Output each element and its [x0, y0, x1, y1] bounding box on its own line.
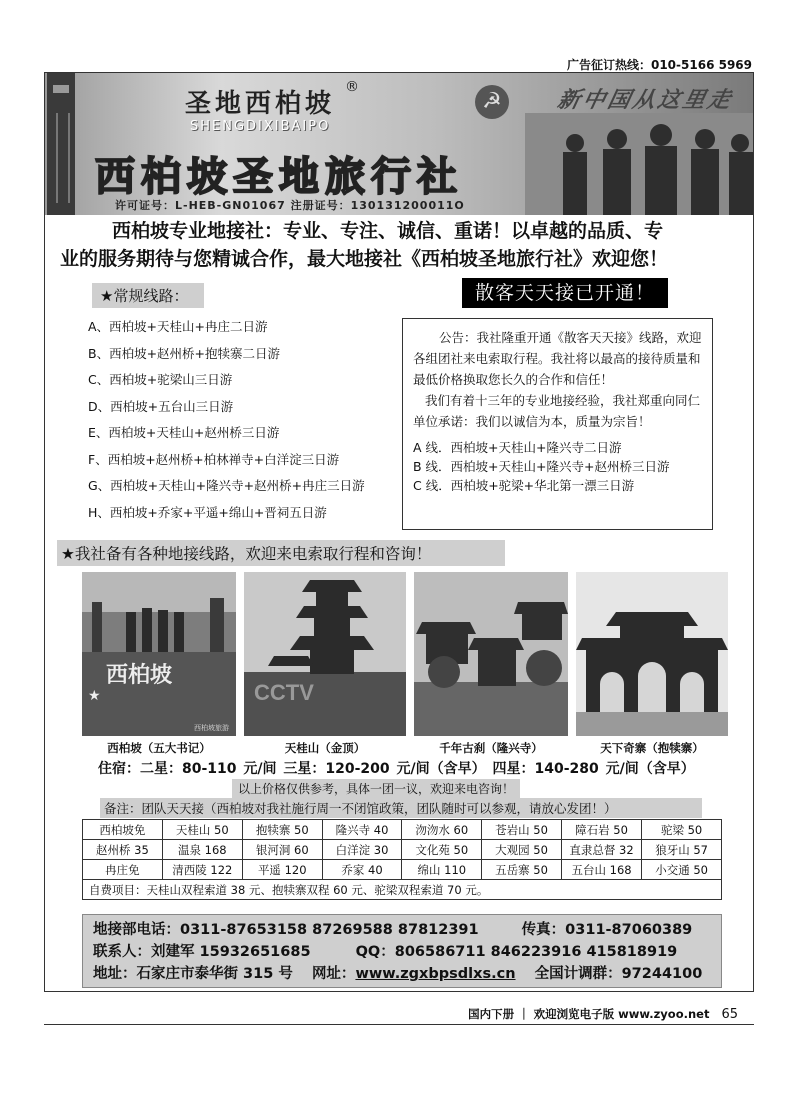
notice-line: C 线．西柏坡+驼梁+华北第一漂三日游 [413, 478, 635, 493]
table-cell: 狼牙山 57 [642, 840, 722, 860]
intro-text [60, 217, 750, 273]
ticket-price-table [82, 819, 722, 900]
fax-number: 0311-87060389 [565, 922, 693, 938]
address: 石家庄市泰华街 315 号 [136, 966, 293, 982]
notice-paragraph-2: 我们有着十三年的专业地接经验，我社郑重向同仁单位承诺：我们以诚信为本，质量为宗旨！ [413, 393, 701, 429]
photo-tianguishan [244, 572, 406, 736]
contact-row-phone [93, 919, 711, 941]
notice-paragraph-1: 公告：我社隆重开通《散客天天接》线路，欢迎各组团社来电索取行程。我社将以最高的接待质量和最低价格换取您长久的合作和信任！ [413, 330, 702, 387]
photo-credit: 西柏坡旅游 [194, 724, 229, 732]
contact-row-person [93, 941, 711, 963]
photo-xibaipo [82, 572, 236, 736]
agency-name: 西柏坡圣地旅行社 [95, 153, 463, 200]
intro-line-2: 业的服务期待与您精诚合作，最大地接社《西柏坡圣地旅行社》欢迎您！ [60, 248, 669, 270]
photo-caption: 西柏坡（五大书记） [107, 741, 211, 755]
notice-box [402, 318, 713, 530]
table-row [83, 880, 722, 900]
xibaipo-sign: 西柏坡 [106, 662, 173, 688]
table-cell: 冉庄免 [83, 860, 163, 880]
table-cell: 隆兴寺 40 [322, 820, 402, 840]
remark: 备注：团队天天接（西柏坡对我社施行周一不闭馆政策，团队随时可以参观，请放心发团！） [100, 798, 702, 818]
table-cell: 直隶总督 32 [561, 840, 641, 860]
website-label: 网址： [311, 966, 356, 982]
table-cell: 五岳寨 50 [482, 860, 562, 880]
table-cell: 文化苑 50 [402, 840, 482, 860]
route-item: B、西柏坡+赵州桥+抱犊寨二日游 [88, 345, 281, 361]
table-row [83, 860, 722, 880]
regular-routes-heading: ★常规线路： [92, 283, 204, 308]
route-item: H、西柏坡+乔家+平遥+绵山+晋祠五日游 [88, 504, 327, 520]
website-link[interactable]: www.zgxbpsdlxs.cn [355, 966, 516, 982]
route-item: E、西柏坡+天桂山+赵州桥三日游 [88, 425, 280, 440]
calligraphy-slogan: 新中国从这里走来 [555, 87, 736, 113]
contact-person-label: 联系人： [93, 944, 151, 960]
table-cell: 白洋淀 30 [322, 840, 402, 860]
footer-rule [44, 1024, 754, 1025]
price-note: 以上价格仅供参考，具体一团一议，欢迎来电咨询！ [232, 779, 520, 798]
route-item: A、西柏坡+天桂山+冉庄二日游 [88, 319, 268, 334]
qq-label: QQ： [355, 944, 395, 960]
route-list [88, 314, 365, 526]
dispatch-phone-label: 地接部电话： [93, 922, 180, 938]
table-cell: 小交通 50 [642, 860, 722, 880]
table-row [83, 820, 722, 840]
page-footer [468, 1006, 738, 1022]
photo-caption: 千年古刹（隆兴寺） [439, 741, 543, 755]
route-item: D、西柏坡+五台山三日游 [88, 398, 234, 414]
daily-service-banner: 散客天天接已开通！ [462, 278, 668, 308]
intro-line-1: 西柏坡专业地接社：专业、专注、诚信、重诺！以卓越的品质、专 [112, 220, 664, 242]
photo-caption: 天桂山（金顶） [284, 741, 366, 755]
agency-banner [45, 73, 753, 215]
footer-text: 国内下册 ｜ 欢迎浏览电子版 www.zyoo.net [468, 1007, 710, 1021]
statues-image [525, 113, 753, 215]
logo-pinyin: SHENGDIXIBAIPO [190, 119, 331, 134]
table-cell: 障石岩 50 [561, 820, 641, 840]
table-cell: 乔家 40 [322, 860, 402, 880]
contact-row-address [93, 963, 711, 985]
registered-mark: ® [345, 79, 359, 95]
tower-silhouette [47, 73, 75, 215]
table-cell: 天桂山 50 [162, 820, 242, 840]
network-heading: ★我社备有各种地接线路，欢迎来电索取行程和咨询！ [57, 540, 505, 566]
table-cell: 清西陵 122 [162, 860, 242, 880]
notice-line-list [413, 438, 702, 495]
dispatch-phones: 0311-87653158 87269588 87812391 [180, 922, 479, 938]
table-cell: 沕沕水 60 [402, 820, 482, 840]
address-label: 地址： [93, 966, 137, 982]
photo-baodu-village [576, 572, 728, 736]
table-cell: 西柏坡免 [83, 820, 163, 840]
page-number: 65 [721, 1007, 738, 1022]
table-cell: 抱犊寨 50 [242, 820, 322, 840]
ad-hotline: 广告征订热线：010-5166 5969 [566, 58, 752, 72]
group-number: 97244100 [621, 966, 703, 982]
table-cell: 绵山 110 [402, 860, 482, 880]
contact-person: 刘建军 15932651685 [151, 944, 311, 960]
table-cell: 驼梁 50 [642, 820, 722, 840]
self-pay-items: 自费项目：天桂山双程索道 38 元、抱犊寨双程 60 元、驼梁双程索道 70 元。 [83, 880, 722, 900]
table-cell: 赵州桥 35 [83, 840, 163, 860]
photo-caption: 天下奇寨（抱犊寨） [600, 741, 704, 755]
license-numbers: 许可证号：L-HEB-GN01067 注册证号：130131200011O [115, 199, 465, 212]
table-cell: 五台山 168 [561, 860, 641, 880]
table-cell: 银河洞 60 [242, 840, 322, 860]
route-item: F、西柏坡+赵州桥+柏林禅寺+白洋淀三日游 [88, 451, 340, 467]
logo-chinese: 圣地西柏坡 [185, 89, 336, 119]
cctv-logo: CCTV [254, 680, 314, 705]
notice-line: A 线．西柏坡+天桂山+隆兴寺二日游 [413, 440, 622, 455]
table-cell: 大观园 50 [482, 840, 562, 860]
table-cell: 平遥 120 [242, 860, 322, 880]
table-cell: 苍岩山 50 [482, 820, 562, 840]
table-row [83, 840, 722, 860]
hammer-sickle-icon: ☭ [475, 85, 509, 119]
notice-line: B 线．西柏坡+天桂山+隆兴寺+赵州桥三日游 [413, 459, 670, 474]
star-icon: ★ [88, 688, 101, 704]
table-cell: 温泉 168 [162, 840, 242, 860]
photo-longxing-temple [414, 572, 568, 736]
route-item: G、西柏坡+天桂山+隆兴寺+赵州桥+冉庄三日游 [88, 478, 365, 493]
fax-label: 传真： [521, 922, 566, 938]
route-item: C、西柏坡+驼梁山三日游 [88, 372, 233, 387]
contact-box [82, 914, 722, 988]
group-label: 全国计调群： [534, 966, 622, 982]
accommodation-prices: 住宿：二星：80-110 元/间 三星：120-200 元/间（含早） 四星：140-280 元/间（含早） [98, 761, 695, 777]
qq-numbers: 806586711 846223916 415818919 [394, 944, 678, 960]
